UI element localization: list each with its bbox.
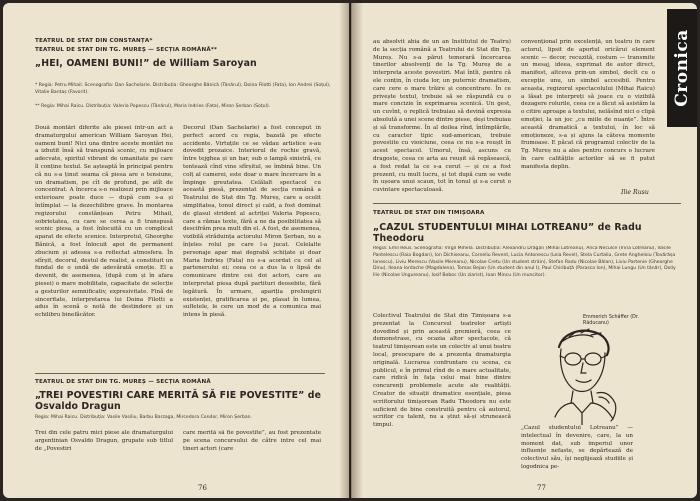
article2-column-2: care merită să fie povestite”, au fost prezentate pe scena concursului de către intre cel mai tineri actori (care <box>183 430 321 452</box>
left-page <box>3 3 349 498</box>
author-signature: Ilie Rusu <box>621 189 649 196</box>
article1-column-2: Decorul (Dan Sachelarie) a fost conceput în perfect acord cu regia, bazată pe efecte accidente. Virtuțile ce se vădau artistice s-au dovedit prozaice. Interiorul de rochie gravă, între tejghea și un bar, sub o lampă sinistră, ce tentează cînd vine sfîrșitul, se îmbină bine. Un colț al camerei, este doar o mare încercare în a împinge greutatea. Celălalt spectacol cu această piesă, prezentat de secția română a Teatrului de Stat din Tg. Mureș, care a ocolit simplitatea, tonul direct și cald, a fost dominat de glasul strident al actriței Valeria Popescu, care a rămas texte, fără a ne da posibilitatea să descifrăm prea mult din el. A fost, de asemenea, vizibilă străduința actorului Miron Șerban, nu a înțeles rolul pe care l-a jucat. Celelalte personaje apar mai degrabă schițate și doar Maria Indrieș (Fata) nu s-a acordat cu cel al partenerului ei; ceea ce a dus la o lipsă de comunicare dintre cei doi actori, care au interpretat piesa după partituri deosebite, fără legătură. În urmare, apariția prelungirii existenței, gratificarea și pe, plasat în lumea, sufletele, le cere un mod de a comunica mai intens în piesă. <box>183 125 321 319</box>
article2-column-1: Trei din cele patru mici piese ale dramaturgului argentinian Osvaldo Dragun, grupate sub titlul de „Povestiri <box>35 430 173 452</box>
section-label: Cronica <box>672 29 692 107</box>
portrait-sketch-icon <box>519 321 639 425</box>
magazine-spread <box>3 3 697 498</box>
article1-column-1: Două montări diferite ale piesei într-un act a dramaturgului american William Saroyan Hei, oameni buni! Nici una dintre aceste montări nu a izbutit însă să transpună scenic, cu mijloace adecvate, spiritul vibrant de umanitate pe care îl conține textul. Se așteaptă în principal pentru că nu s-a ținut seama că piesa are o tensiune, un dramatism, pe cît de profund, pe atît de concentrat. A încerca s-o realizezi prin mijloace exterioare poate duce — după cum s-a și întîmplat — la dezechilibre grave. În montarea regizorului constănțean Petru Mihail, sobrietatea, cu care se cerea a fi transpusă scenic piesa, a fost înlocuită cu un complicat aparat de efecte scenice. Interpretul, Gheorghe Bănică, a fost înlocuit apoi de permanent zbucium și adesea s-a reflectat atmosfera. În sfîrșit, decorul, destul de realist, a constituit un fundal de o undă de adevărată emoție. El a devenit, de asemenea, (după cum și în afara piesei) o mare mobilitate, capacitate de selecție a gesturilor semnificativ, expresivitate. Fină de sinceritate, interpretarea lui Doina Filotti a adus în scenă o notă de destindere și un echilibru binefăcător. <box>35 125 173 319</box>
article3-header: TEATRUL DE STAT DIN TIMIȘOARA <box>373 210 485 216</box>
section-tab <box>667 9 697 127</box>
article2-credits: Regia: Mihai Raicu. Distribuția: Vasile Vasiliu, Barbu Barzaga, Mircedora Condor, Miron Șerban. <box>35 415 253 420</box>
section-divider <box>35 373 325 374</box>
article1-credits-1: * Regia: Petru Mihail. Scenografia: Dan Sachelarie. Distribuția: Gheorghe Bănică (Tânărul), Doina Filotti (Fata), Ion Andrei (Soțul), Vitalie Bantaș (Favorit). <box>35 83 331 95</box>
book-gutter <box>339 3 363 498</box>
article1-header-1: TEATRUL DE STAT DIN CONSTANȚA* <box>35 38 153 44</box>
right-page <box>351 3 697 498</box>
article1-credits-2: ** Regia: Mihai Raicu. Distribuția: Valeria Popescu (Tânărul), Maria Indries (Fata), Miron Șerban (Soțul). <box>35 104 271 109</box>
article3-column-1: Colectivul Teatrului de Stat din Timișoara s-a prezentat la Concursul teatrelor artiști dovedind și prin această premieră, ceea ce demonstrase, cu ocazia altor spectacole, că teatrul timișorean este un colectiv al unui teatru local, preocupare de a prezenta dramaturgia originală. Lucrarea confruntare cu scena, cu publicul, e în primul rînd de o mare actualitate, care ridică în fața celui mai bine dintre concurenți problemele acute ale realității. Creator de situații dramatice esențiale, piesa scriitorului timișorean Radu Theodoru nu este suficient de bine construită pentru că autorul, scriitor cu talent, nu a știut să-și strunească timpul. <box>373 313 511 429</box>
article2-title: „TREI POVESTIRI CARE MERITĂ SĂ FIE POVESTITE” de Osvaldo Dragun <box>35 390 322 412</box>
article1-title: „HEI, OAMENI BUNI!” de William Saroyan <box>35 58 257 69</box>
article3-column-2: „Cazul studentului Lotreanu” — intelectual în devenire, care, la un moment dat, sub imperiul unor influențe nefaste, se depărtează de colectivul său, își neglijează studiile și logodnica pe- <box>521 425 633 470</box>
article1-header-2: TEATRUL DE STAT DIN TG. MUREȘ — SECȚIA ROMÂNĂ** <box>35 47 218 53</box>
page-number-left: 76 <box>198 484 207 492</box>
article2-header: TEATRUL DE STAT DIN TG. MUREȘ — SECȚIA ROMÂNĂ <box>35 379 211 385</box>
article3-credits: Regia: Emil Reus. Scenografia: Virgil Mihela. Distribuția: Alexandru Drăgan (Mihai Lotreanu), Anca Neculce (Irina Lotreanu), Vasile Pantelescu (Raia Bogdan), Ion Dichiseanu, Corneliu Revent, Lucia Antonescu (Leia Revel), Stela Curtaliu, Grete Angheloiu (Tovărășa Ionescu), Liviu Merescu (Vasile Mereanu), Nicolae Cretu (Un student străin), Stefan Radu (Nicolae Bălan), Liviu Partenie (Gheorghe Dinu), Ileana Iordache (Magdalena), Tomas Bejan (Un student din anul I), Paul Chiribuță (Parasca Ion), Mihai Lungu (Un tânăr), Dolly Ilie (Nicolae Ungureanu), Iosif Boboc (Un ziarist), Ioan Mincu (Un muncitor). <box>373 246 676 279</box>
portrait-caption: Emmerich Schäffer (Dr. Răducanu) <box>583 315 639 327</box>
section-divider-right <box>373 203 681 204</box>
page-number-right: 77 <box>537 484 546 492</box>
article1-continued-column-2: convențional prin excelență, un teatru în care actorul, lipsit de aportul oricărui element scenic — decor, recuzită, costum — transmite un mesaj, ideea, exprimat de autor direct, manifest, altceva prin-un simbol, decît cu o excepție unu, un simbol accesibil. Pentru aceasta, regizorul spectacolului (Mihai Raicu) a lăsat pe interpreți să joace cu o vizibilă dezagere rolurile, ceea ce a făcut să asistăm la o citire aproape a textului, nelăsînd nici o clipă emoției, la un joc „cu miile de nuanțe”. Între această dramatică a textului, în loc să emoționeze, s-a și ajuns la câteva momente frumoase. E păcat că programul colectiv de la Tg. Mureș nu a ales pentru concurs o lucrare în care calitățile actorilor să se fi putut manifesta deplin. <box>521 39 655 170</box>
portrait-drawing <box>519 321 639 425</box>
article3-title: „CAZUL STUDENTULUI MIHAI LOTREANU” de Radu Theodoru <box>373 222 642 244</box>
article1-continued-column-1: au absolvit abia de un an Institutul de Teatru) de la secția română a Teatrului de Stat din Tg. Mureș. Nu s-a părut temerară încercarea tinerilor absolvenți de la Tg. Mureș de a interpreta aceste povestiri. Mai întîi, pentru că ele conțin, în ciuda lor, un puternic dramatism, care cere o mare trăire și concentrare. În ce privește textul, trebuie să se răspundă cu o mare concizie în exprimarea scenică. Un gest, un cuvînt, o replică trebuiau să devină expresia absolută a unei scene dintre piese, deși trebuiau și să transforme. În al doilea rînd, întîmplările, cu caracter tipic sud-american, trebuie povestite cu vioiciune, ceea ce nu s-a reușit în acest spectacol. Umorul, însă, ascuns cu dragoste, ceea ce arta au reușit să regăsească, a fost redat la ce s-a cerut — și ce a fost prezent, cu mult lucru, și tot după cum se vede în ușoara unui scaun, tot în tonul și s-a cerut o cuvintare spectaculoasă. <box>373 39 511 194</box>
